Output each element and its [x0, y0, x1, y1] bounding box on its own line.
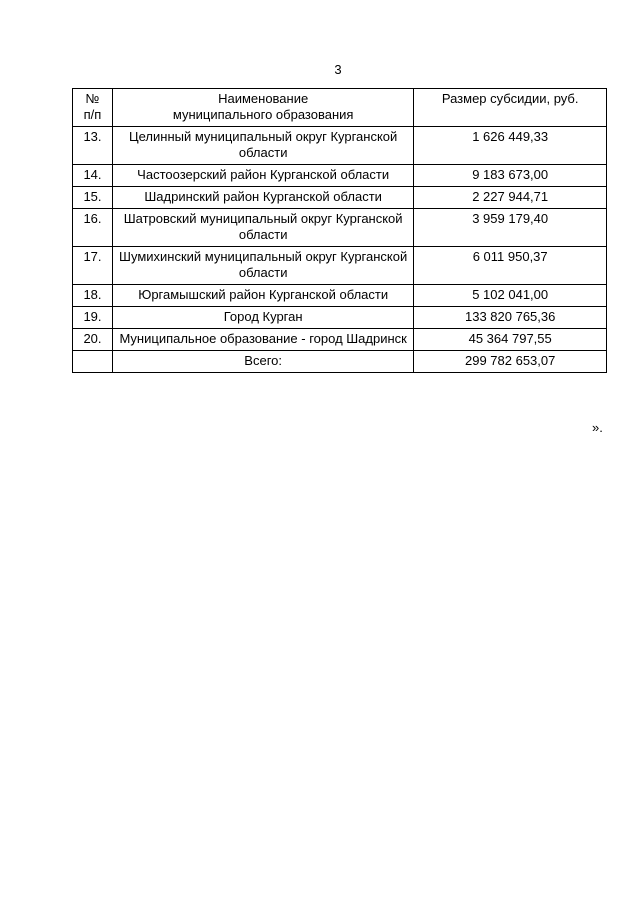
row-amount: 5 102 041,00 — [414, 285, 607, 307]
page-number: 3 — [334, 62, 342, 77]
header-name — [112, 89, 413, 127]
row-amount: 45 364 797,55 — [414, 329, 607, 351]
row-number: 19. — [73, 307, 113, 329]
row-number: 18. — [73, 285, 113, 307]
table-header-row — [73, 89, 607, 127]
total-label: Всего: — [112, 351, 413, 373]
row-amount: 2 227 944,71 — [414, 187, 607, 209]
row-amount: 3 959 179,40 — [414, 209, 607, 247]
table-row — [73, 209, 607, 247]
row-number: 15. — [73, 187, 113, 209]
subsidy-table — [72, 88, 607, 373]
total-amount: 299 782 653,07 — [414, 351, 607, 373]
table-row — [73, 247, 607, 285]
row-amount: 133 820 765,36 — [414, 307, 607, 329]
header-name-line2: муниципального образования — [172, 107, 354, 122]
row-amount: 1 626 449,33 — [414, 127, 607, 165]
row-number: 13. — [73, 127, 113, 165]
header-number-line2: п/п — [83, 107, 102, 122]
row-name: Целинный муниципальный округ Курганской области — [112, 127, 413, 165]
row-name: Частоозерский район Курганской области — [112, 165, 413, 187]
row-name: Шатровский муниципальный округ Курганской области — [112, 209, 413, 247]
total-number — [73, 351, 113, 373]
row-amount: 6 011 950,37 — [414, 247, 607, 285]
row-number: 14. — [73, 165, 113, 187]
table-row — [73, 165, 607, 187]
row-number: 16. — [73, 209, 113, 247]
header-number-line1: № — [85, 91, 100, 106]
row-name: Юргамышский район Курганской области — [112, 285, 413, 307]
row-name: Шумихинский муниципальный округ Курганской области — [112, 247, 413, 285]
row-name: Город Курган — [112, 307, 413, 329]
table-row — [73, 329, 607, 351]
row-name: Муниципальное образование - город Шадринск — [112, 329, 413, 351]
table-row — [73, 127, 607, 165]
table-row — [73, 307, 607, 329]
row-number: 20. — [73, 329, 113, 351]
row-name: Шадринский район Курганской области — [112, 187, 413, 209]
table-total-row — [73, 351, 607, 373]
closing-quote-mark: ». — [592, 420, 603, 435]
header-name-line1: Наименование — [218, 91, 309, 106]
row-amount: 9 183 673,00 — [414, 165, 607, 187]
header-amount: Размер субсидии, руб. — [414, 89, 607, 127]
table-row — [73, 187, 607, 209]
header-number — [73, 89, 113, 127]
row-number: 17. — [73, 247, 113, 285]
table-row — [73, 285, 607, 307]
